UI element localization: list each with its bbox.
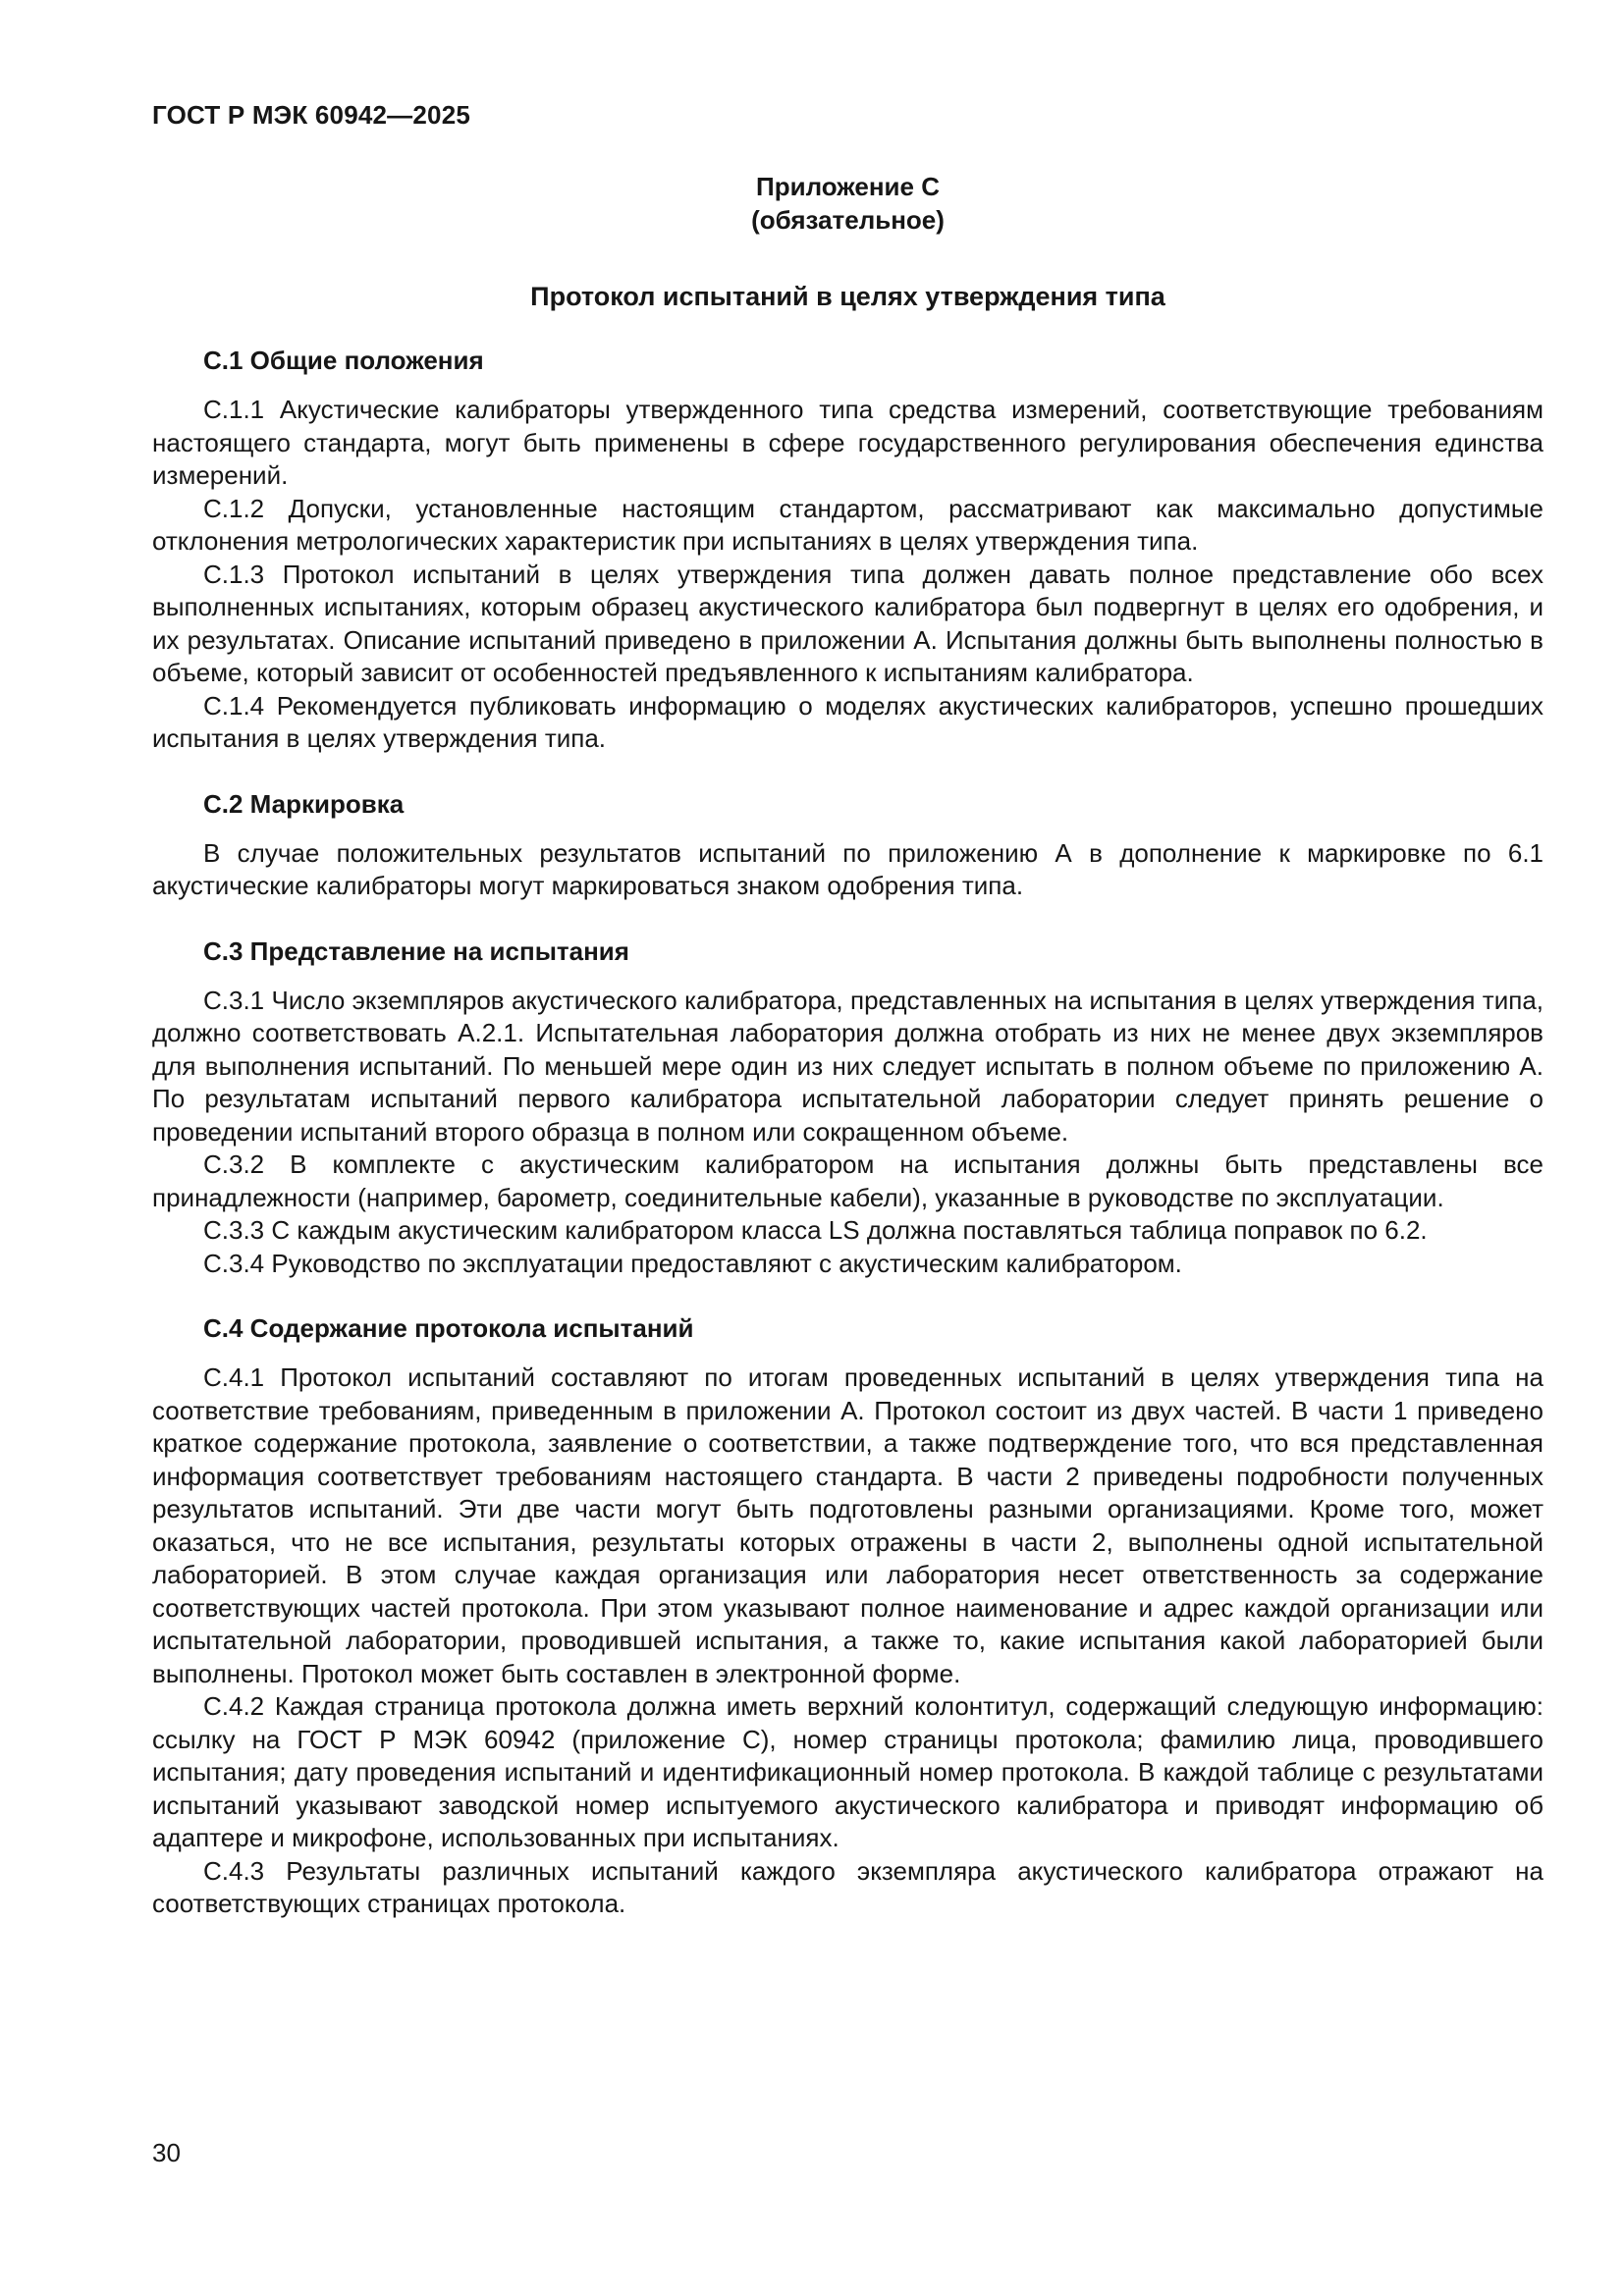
- paragraph-c4-2: С.4.2 Каждая страница протокола должна иметь верхний колонтитул, содержащий следующую информацию: ссылку на ГОСТ Р МЭК 60942 (приложение С), номер страницы протокола; фамилию лица, проводившего испытания; дату проведения испытаний и идентификационный номер протокола. В каждой таблице с результатами испытаний указывают заводской номер испытуемого акустического калибратора и приводят информацию об адаптере и микрофоне, использованных при испытаниях.: [152, 1691, 1543, 1852]
- paragraph-c1-1: С.1.1 Акустические калибраторы утвержденного типа средства измерений, соответствующие требованиям настоящего стандарта, могут быть применены в сфере государственного регулирования обеспечения единства измерений.: [152, 395, 1543, 490]
- section-c1: [152, 346, 1543, 756]
- section-heading-c1: С.1 Общие положения: [203, 346, 484, 375]
- section-c4: [152, 1313, 1543, 1921]
- section-heading-c4: С.4 Содержание протокола испытаний: [203, 1313, 694, 1343]
- paragraph-c4-3: С.4.3 Результаты различных испытаний каждого экземпляра акустического калибратора отражают на соответствующих страницах протокола.: [152, 1855, 1543, 1918]
- page-number: 30: [152, 2138, 181, 2167]
- document-code-header: ГОСТ Р МЭК 60942—2025: [152, 100, 471, 130]
- paragraph-c3-2: С.3.2 В комплекте с акустическим калибратором на испытания должны быть представлены все принадлежности (например, барометр, соединительные кабели), указанные в руководстве по эксплуатации.: [152, 1149, 1543, 1212]
- section-c3: [152, 936, 1543, 1281]
- appendix-label: Приложение С: [756, 172, 940, 201]
- paragraph-c3-4: С.3.4 Руководство по эксплуатации предоставляют с акустическим калибратором.: [203, 1248, 1182, 1278]
- paragraph-c3-1: С.3.1 Число экземпляров акустического калибратора, представленных на испытания в целях утверждения типа, должно соответствовать А.2.1. Испытательная лаборатория должна отобрать из них не менее двух экземпляров для выполнения испытаний. По меньшей мере один из них следует испытать в полном объеме по приложению А. По результатам испытаний первого калибратора испытательной лаборатории следует принять решение о проведении испытаний второго образца в полном или сокращенном объеме.: [152, 985, 1543, 1147]
- paragraph-c1-2: С.1.2 Допуски, установленные настоящим стандартом, рассматривают как максимально допустимые отклонения метрологических характеристик при испытаниях в целях утверждения типа.: [152, 493, 1543, 556]
- paragraph-c4-1: С.4.1 Протокол испытаний составляют по итогам проведенных испытаний в целях утверждения типа на соответствие требованиям, приведенным в приложении А. Протокол состоит из двух частей. В части 1 приведено краткое содержание протокола, заявление о соответствии, а также подтверждение того, что вся представленная информация соответствует требованиям настоящего стандарта. В части 2 приведены подробности полученных результатов испытаний. Эти две части могут быть подготовлены разными организациями. Кроме того, может оказаться, что не все испытания, результаты которых отражены в части 2, выполнены одной испытательной лабораторией. В этом случае каждая организация или лаборатория несет ответственность за содержание соответствующих частей протокола. При этом указывают полное наименование и адрес каждой организации или испытательной лаборатории, проводившей испытания, а также то, какие испытания какой лабораторией были выполнены. Протокол может быть составлен в электронной форме.: [152, 1362, 1543, 1688]
- appendix-status: (обязательное): [751, 205, 945, 235]
- paragraph-c1-4: С.1.4 Рекомендуется публиковать информацию о моделях акустических калибраторов, успешно прошедших испытания в целях утверждения типа.: [152, 690, 1543, 753]
- section-heading-c2: С.2 Маркировка: [203, 788, 405, 819]
- paragraph-c1-3: С.1.3 Протокол испытаний в целях утверждения типа должен давать полное представление обо всех выполненных испытаниях, которым образец акустического калибратора был подвергнут в целях его одобрения, и их результатах. Описание испытаний приведено в приложении А. Испытания должны быть выполнены полностью в объеме, который зависит от особенностей предъявленного к испытаниям калибратора.: [152, 559, 1543, 687]
- paragraph-c3-3: С.3.3 С каждым акустическим калибратором класса LS должна поставляться таблица поправок по 6.2.: [203, 1215, 1428, 1245]
- appendix-title: Протокол испытаний в целях утверждения типа: [530, 282, 1165, 311]
- paragraph-c2-1: В случае положительных результатов испытаний по приложению А в дополнение к маркировке по 6.1 акустические калибраторы могут маркироваться знаком одобрения типа.: [152, 837, 1543, 900]
- section-c2: [152, 789, 1543, 903]
- section-heading-c3: С.3 Представление на испытания: [203, 935, 629, 966]
